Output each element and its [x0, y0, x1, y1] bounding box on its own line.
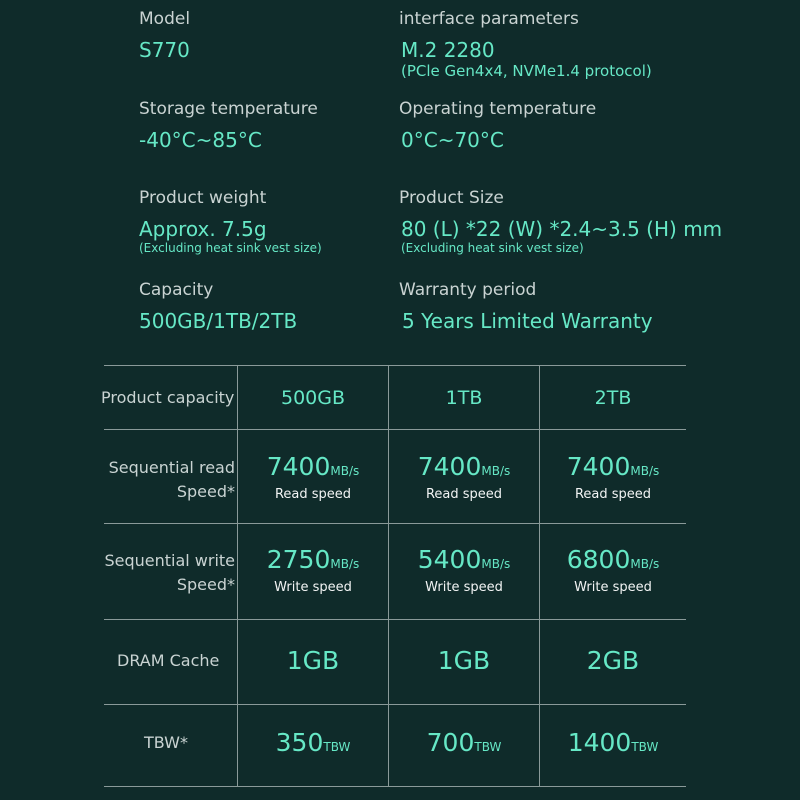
write-speed-value: 5400	[417, 545, 482, 574]
table-line	[104, 365, 686, 366]
tbw-value: 1400	[567, 728, 632, 757]
write-speed-cell	[389, 546, 539, 596]
read-speed-value: 7400	[417, 452, 482, 481]
tbw-value: 700	[426, 728, 475, 757]
spec-note: (Excluding heat sink vest size)	[139, 241, 322, 255]
table-line	[104, 429, 686, 430]
write-speed-value: 6800	[566, 545, 631, 574]
table-line	[104, 786, 686, 787]
write-speed-cell	[238, 546, 388, 596]
spec-value: -40°C~85°C	[139, 128, 262, 152]
capacity-500gb: 500GB	[280, 387, 346, 409]
write-speed-caption: Write speed	[425, 580, 503, 595]
dram-value: 1GB	[286, 646, 340, 675]
read-speed-cell	[540, 453, 686, 503]
write-speed-unit: MB/s	[481, 557, 511, 571]
tbw-unit: TBW	[323, 740, 351, 754]
read-speed-unit: MB/s	[630, 464, 660, 478]
dram-value: 2GB	[586, 646, 640, 675]
spec-note: (Excluding heat sink vest size)	[401, 241, 584, 255]
spec-value: S770	[139, 38, 190, 62]
read-speed-caption: Read speed	[574, 487, 652, 502]
tbw-unit: TBW	[474, 740, 502, 754]
row-label-write	[96, 549, 235, 597]
row-label-line: Speed*	[176, 575, 235, 594]
spec-value: Approx. 7.5g	[139, 217, 267, 241]
row-label-capacity: Product capacity	[101, 388, 235, 407]
spec-value: 80 (L) *22 (W) *2.4~3.5 (H) mm	[401, 217, 723, 241]
row-label-line: Speed*	[176, 482, 235, 501]
tbw-cell	[540, 729, 686, 761]
tbw-cell	[389, 729, 539, 761]
spec-value: 500GB/1TB/2TB	[139, 309, 298, 333]
read-speed-caption: Read speed	[274, 487, 352, 502]
read-speed-value: 7400	[266, 452, 331, 481]
write-speed-caption: Write speed	[274, 580, 352, 595]
spec-label: Capacity	[139, 280, 214, 300]
spec-value: 0°C~70°C	[401, 128, 504, 152]
row-label-dram: DRAM Cache	[117, 651, 220, 670]
spec-label: interface parameters	[399, 9, 579, 29]
write-speed-unit: MB/s	[630, 557, 660, 571]
table-line	[104, 704, 686, 705]
spec-value: M.2 2280	[401, 38, 495, 62]
tbw-value: 350	[275, 728, 324, 757]
read-speed-unit: MB/s	[330, 464, 360, 478]
write-speed-caption: Write speed	[574, 580, 652, 595]
tbw-unit: TBW	[631, 740, 659, 754]
spec-label: Operating temperature	[399, 99, 597, 119]
read-speed-cell	[389, 453, 539, 503]
row-label-line: Sequential read	[108, 458, 235, 477]
spec-label: Storage temperature	[139, 99, 318, 119]
table-line	[104, 523, 686, 524]
read-speed-unit: MB/s	[481, 464, 511, 478]
write-speed-value: 2750	[266, 545, 331, 574]
dram-value: 1GB	[437, 646, 491, 675]
spec-note: (PCle Gen4x4, NVMe1.4 protocol)	[401, 62, 652, 80]
row-label-line: Sequential write	[104, 551, 235, 570]
read-speed-caption: Read speed	[425, 487, 503, 502]
spec-value: 5 Years Limited Warranty	[402, 309, 653, 333]
capacity-2tb: 2TB	[594, 387, 632, 409]
read-speed-cell	[238, 453, 388, 503]
table-line	[104, 619, 686, 620]
tbw-cell	[238, 729, 388, 761]
capacity-1tb: 1TB	[445, 387, 483, 409]
row-label-read	[96, 456, 235, 504]
spec-label: Warranty period	[399, 280, 537, 300]
write-speed-cell	[540, 546, 686, 596]
write-speed-unit: MB/s	[330, 557, 360, 571]
spec-label: Product weight	[139, 188, 267, 208]
spec-label: Model	[139, 9, 191, 29]
read-speed-value: 7400	[566, 452, 631, 481]
spec-label: Product Size	[399, 188, 504, 208]
row-label-tbw: TBW*	[144, 733, 188, 752]
